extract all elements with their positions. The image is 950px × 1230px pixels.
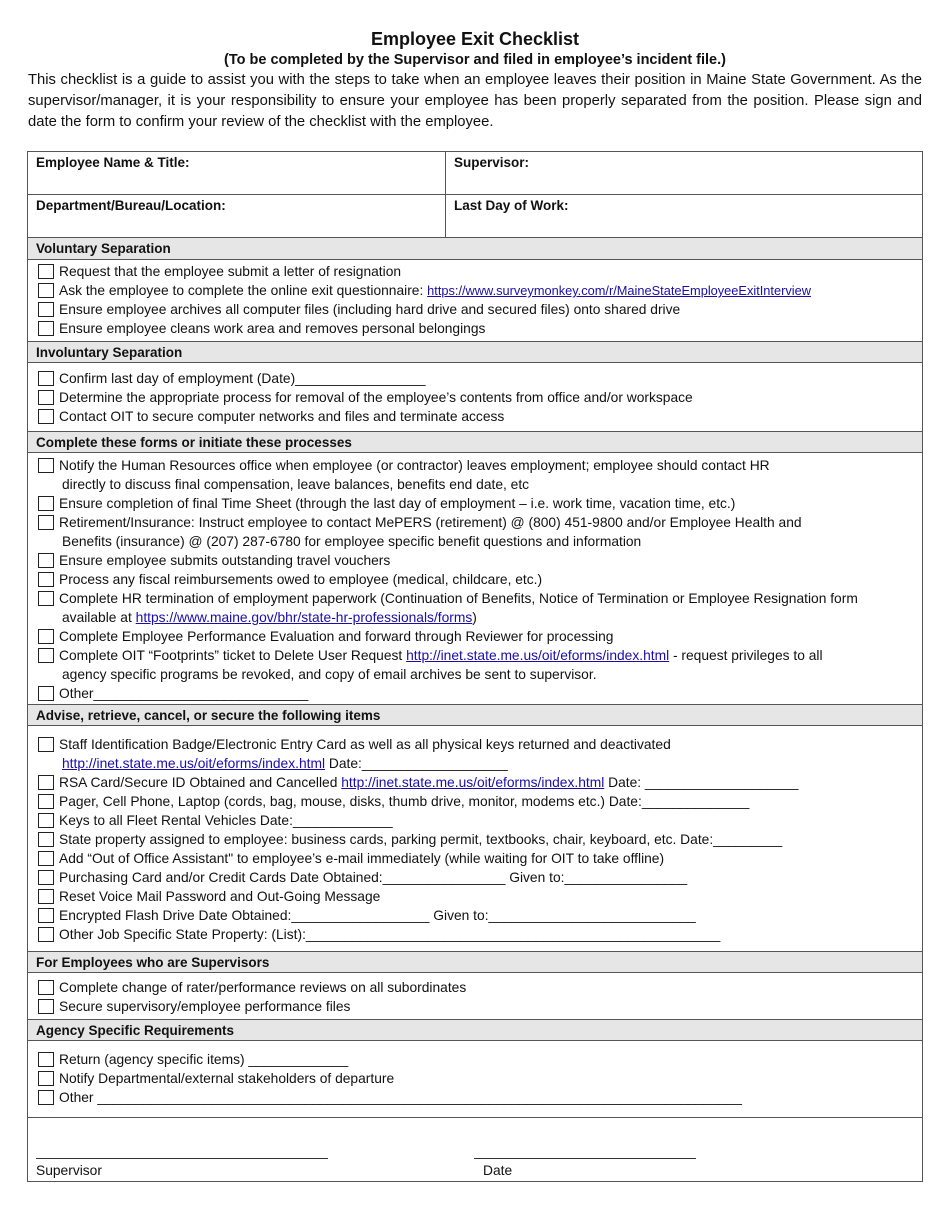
employee-name-title-label: Employee Name & Title: [36,155,190,170]
list-item: Ensure employee submits outstanding travel vouchers [38,551,922,570]
list-item: Ensure employee cleans work area and removes personal belongings [38,319,922,338]
list-item: Return (agency specific items) _____________ [38,1050,922,1069]
agency-heading: Agency Specific Requirements [28,1019,922,1041]
agency-list [28,1050,922,1107]
document-header [0,28,950,70]
exit-survey-link[interactable]: https://www.surveymonkey.com/r/MaineStateEmployeeExitInterview [427,283,811,298]
checkbox[interactable] [38,283,54,298]
oit-eforms-link[interactable]: http://inet.state.me.us/oit/eforms/index.html [341,775,605,790]
date-signature-line[interactable] [474,1158,696,1159]
voluntary-heading: Voluntary Separation [28,238,922,260]
checkbox[interactable] [38,775,54,790]
forms-heading: Complete these forms or initiate these processes [28,431,922,453]
checkbox[interactable] [38,813,54,828]
list-item: Add “Out of Office Assistant" to employee’s e-mail immediately (while waiting for OIT to take offline) [38,849,922,868]
list-item: Purchasing Card and/or Credit Cards Date Obtained:________________ Given to:________________ [38,868,922,887]
date-signature-label: Date [483,1163,513,1178]
list-item: Encrypted Flash Drive Date Obtained:__________________ Given to:___________________________ [38,906,922,925]
list-item: Other ____________________________________________________________________________________ [38,1088,922,1107]
supervisor-signature-line[interactable] [36,1158,328,1159]
checkbox[interactable] [38,999,54,1014]
department-label: Department/Bureau/Location: [36,198,226,213]
employee-name-title-field[interactable] [28,152,446,194]
oit-eforms-link[interactable]: http://inet.state.me.us/oit/eforms/index.html [62,756,326,771]
list-item: Keys to all Fleet Rental Vehicles Date:_____________ [38,811,922,830]
department-info-row [28,195,922,238]
supervisor-signature-label: Supervisor [36,1163,102,1178]
checkbox[interactable] [38,908,54,923]
signature-area [28,1118,922,1182]
list-item: Process any fiscal reimbursements owed to employee (medical, childcare, etc.) [38,570,922,589]
checkbox[interactable] [38,496,54,511]
last-day-label: Last Day of Work: [454,198,569,213]
checkbox[interactable] [38,889,54,904]
checkbox[interactable] [38,851,54,866]
list-item: Retirement/Insurance: Instruct employee to contact MePERS (retirement) @ (800) 451-9800 and/or Employee Health and Benefits (insurance) @ (207) 287-6780 for employee specific benefit questions and information [38,513,922,551]
list-item: Pager, Cell Phone, Laptop (cords, bag, mouse, disks, thumb drive, monitor, modems etc.) Date:______________ [38,792,922,811]
advise-heading: Advise, retrieve, cancel, or secure the following items [28,704,922,726]
list-item: Contact OIT to secure computer networks and files and terminate access [38,407,922,426]
checkbox[interactable] [38,591,54,606]
checkbox[interactable] [38,648,54,663]
list-item: Complete change of rater/performance reviews on all subordinates [38,978,922,997]
advise-list [28,735,922,944]
checkbox[interactable] [38,832,54,847]
list-item: Complete Employee Performance Evaluation and forward through Reviewer for processing [38,627,922,646]
checkbox[interactable] [38,553,54,568]
checkbox[interactable] [38,737,54,752]
checkbox[interactable] [38,302,54,317]
checkbox[interactable] [38,686,54,701]
voluntary-list [28,262,922,338]
checkbox[interactable] [38,1052,54,1067]
employee-info-row [28,152,922,195]
checkbox[interactable] [38,927,54,942]
checkbox[interactable] [38,572,54,587]
list-item: Complete HR termination of employment paperwork (Continuation of Benefits, Notice of Termination or Employee Resignation form available at https://www.maine.gov/bhr/state-hr-professionals/forms) [38,589,922,627]
list-item: Other____________________________ [38,684,922,703]
checkbox[interactable] [38,458,54,473]
forms-list [28,456,922,703]
checkbox[interactable] [38,629,54,644]
supervisors-heading: For Employees who are Supervisors [28,951,922,973]
page-title: Employee Exit Checklist [370,29,580,49]
intro-paragraph: This checklist is a guide to assist you with the steps to take when an employee leaves their position in Maine State Government. As the supervisor/manager, it is your responsibility to ensure your employee has been properly separated from the position. Please sign and date the form to confirm your review of the checklist with the employee. [28,72,922,130]
list-item: Determine the appropriate process for removal of the employee’s contents from office and/or workspace [38,388,922,407]
checkbox[interactable] [38,390,54,405]
list-item: State property assigned to employee: business cards, parking permit, textbooks, chair, keyboard, etc. Date:_________ [38,830,922,849]
checkbox[interactable] [38,1071,54,1086]
list-item: Notify the Human Resources office when employee (or contractor) leaves employment; employee should contact HR directly to discuss final compensation, leave balances, benefits end date, etc [38,456,922,494]
checkbox[interactable] [38,870,54,885]
list-item: Notify Departmental/external stakeholders of departure [38,1069,922,1088]
hr-forms-link[interactable]: https://www.maine.gov/bhr/state-hr-professionals/forms [135,610,473,625]
list-item: Ask the employee to complete the online exit questionnaire: https://www.surveymonkey.com/r/MaineStateEmployeeExitInterview [38,281,922,300]
involuntary-list [28,369,922,426]
list-item: Staff Identification Badge/Electronic Entry Card as well as all physical keys returned and deactivated http://inet.state.me.us/oit/eforms/index.html Date:___________________ [38,735,922,773]
oit-eforms-link[interactable]: http://inet.state.me.us/oit/eforms/index.html [406,648,670,663]
list-item: Ensure employee archives all computer files (including hard drive and secured files) onto shared drive [38,300,922,319]
list-item: Complete OIT “Footprints” ticket to Delete User Request http://inet.state.me.us/oit/eforms/index.html - request privileges to all agency specific programs be revoked, and copy of email archives be sent to supervisor. [38,646,922,684]
checkbox[interactable] [38,794,54,809]
list-item: Ensure completion of final Time Sheet (through the last day of employment – i.e. work time, vacation time, etc.) [38,494,922,513]
department-field[interactable] [28,195,446,237]
list-item: RSA Card/Secure ID Obtained and Cancelled http://inet.state.me.us/oit/eforms/index.html Date: ____________________ [38,773,922,792]
page-subtitle: (To be completed by the Supervisor and filed in employee’s incident file.) [224,52,726,68]
checkbox[interactable] [38,515,54,530]
checklist-form [27,151,923,1182]
list-item: Other Job Specific State Property: (List):______________________________________________________ [38,925,922,944]
checkbox[interactable] [38,1090,54,1105]
checkbox[interactable] [38,409,54,424]
list-item: Request that the employee submit a letter of resignation [38,262,922,281]
checkbox[interactable] [38,264,54,279]
list-item: Confirm last day of employment (Date)_________________ [38,369,922,388]
last-day-field[interactable] [446,195,922,237]
checkbox[interactable] [38,321,54,336]
supervisor-field[interactable] [446,152,922,194]
list-item: Reset Voice Mail Password and Out-Going Message [38,887,922,906]
checkbox[interactable] [38,980,54,995]
supervisor-label: Supervisor: [454,155,530,170]
involuntary-heading: Involuntary Separation [28,341,922,363]
supervisors-list [28,978,922,1016]
checkbox[interactable] [38,371,54,386]
list-item: Secure supervisory/employee performance files [38,997,922,1016]
